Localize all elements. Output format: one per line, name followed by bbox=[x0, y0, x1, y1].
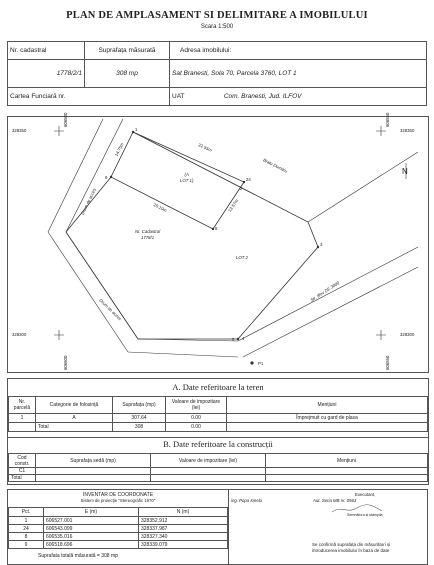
coord-bl-left: 328300 bbox=[12, 332, 27, 337]
point-4: 4 bbox=[242, 336, 245, 341]
a-r1: A bbox=[36, 414, 113, 423]
point-24: 24 bbox=[246, 177, 251, 182]
b-row-total: Total bbox=[9, 475, 36, 482]
uat-value: Com. Branesti, Jud. ILFOV bbox=[223, 93, 302, 100]
lot2-outline bbox=[66, 132, 318, 339]
confirm-line-1: Se confirmă suprafața din măsurători și bbox=[312, 542, 391, 547]
road-right-label: Str. Ilfov DE 3000 bbox=[309, 280, 341, 303]
map-lines bbox=[48, 119, 418, 357]
length-13: 13.57m bbox=[227, 198, 240, 213]
coord-br-bottom: 606550 bbox=[385, 355, 390, 370]
a-h4: Mențiuni bbox=[227, 397, 428, 414]
carte-funciara-label: Cartea Funciară nr. bbox=[8, 88, 170, 106]
a-h2: Suprafața (mp) bbox=[113, 397, 166, 414]
inv-r1-pt: 24 bbox=[9, 525, 44, 533]
executant-box bbox=[227, 489, 428, 565]
site-plan-map bbox=[7, 112, 429, 373]
point-1: 1 bbox=[135, 127, 138, 132]
point-9: 9 bbox=[105, 175, 108, 180]
point-2: 2 bbox=[240, 186, 243, 191]
road-right-c bbox=[243, 267, 418, 357]
inv-h1: E (m) bbox=[44, 508, 139, 517]
b-h2: Valoare de impozitare (lei) bbox=[151, 454, 266, 468]
road-bottom-edge-a bbox=[48, 232, 128, 352]
road-bottom-edge-d bbox=[128, 352, 238, 357]
inventory-total: Suprafata totală măsurată = 308 mp bbox=[38, 553, 118, 559]
section-a-table bbox=[8, 396, 428, 432]
point-3: 3 bbox=[320, 242, 323, 247]
b-h3: Mențiuni bbox=[266, 454, 428, 468]
point-p1: P1 bbox=[258, 361, 264, 366]
a-total-label: Total bbox=[36, 423, 113, 432]
map-drawing bbox=[8, 117, 428, 372]
a-h3: Valoare de impozitare (lei) bbox=[166, 397, 227, 414]
inv-h0: Pct. bbox=[9, 508, 44, 517]
north-label: N bbox=[402, 167, 408, 176]
uat-cell bbox=[170, 88, 427, 106]
cadastral-neighbor-b: 1778/1 bbox=[141, 235, 155, 240]
crosshair-tl bbox=[54, 126, 64, 136]
inv-r0-e: 606527.001 bbox=[44, 517, 139, 525]
inv-r2-n: 328327.340 bbox=[139, 533, 228, 541]
a-h1: Categorie de folosință bbox=[36, 397, 113, 414]
coord-tl-top: 606500 bbox=[63, 112, 68, 127]
point-5: 5 bbox=[232, 337, 235, 342]
coord-bl-bottom: 606500 bbox=[63, 355, 68, 370]
crosshair-bl bbox=[54, 330, 64, 340]
road-right-b bbox=[238, 247, 418, 341]
plan-scale: Scara 1:500 bbox=[200, 24, 234, 30]
inventory-table bbox=[8, 507, 228, 549]
lot1-label-b: LOT 1) bbox=[180, 178, 194, 183]
coord-tr-right: 328350 bbox=[400, 128, 415, 133]
section-a-title: A. Date referitoare la teren bbox=[172, 382, 264, 392]
a-total-area: 308 bbox=[113, 423, 166, 432]
inv-r2-pt: 8 bbox=[9, 533, 44, 541]
road-right-a bbox=[308, 152, 418, 222]
inv-r1-n: 328337.987 bbox=[139, 525, 228, 533]
nr-cadastral-label: Nr. cadastral bbox=[8, 42, 85, 60]
a-h0: Nr. parcelă bbox=[9, 397, 36, 414]
inv-r2-e: 606535.016 bbox=[44, 533, 139, 541]
coord-br-right: 328300 bbox=[400, 332, 415, 337]
adresa-value: Sat Branesti, Sola 70, Parcela 3760, LOT 1 bbox=[170, 60, 427, 88]
signature-caption: Semnătura și ștampila bbox=[347, 513, 383, 517]
length-20: 20.10m bbox=[152, 202, 168, 213]
lot1-label-a: (A bbox=[184, 172, 189, 177]
a-r0: 1 bbox=[9, 414, 36, 423]
coord-tl-left: 328350 bbox=[12, 128, 27, 133]
b-row-c1: C1 bbox=[9, 468, 36, 475]
lot1-label bbox=[180, 172, 193, 184]
length-22: 22.55m bbox=[197, 142, 213, 153]
crosshair-tr bbox=[376, 126, 386, 136]
section-b-title: B. Date referitoare la construcții bbox=[163, 439, 273, 449]
inv-r3-e: 606518.696 bbox=[44, 541, 139, 549]
b-h1: Suprafața sedă (mp) bbox=[36, 454, 151, 468]
a-r2: 307.64 bbox=[113, 414, 166, 423]
road-left-label: Drum de acces bbox=[79, 187, 98, 216]
inventory-title: INVENTAR DE COORDONATE bbox=[82, 492, 154, 498]
executant-label: Executant, bbox=[355, 492, 376, 497]
map-points bbox=[110, 131, 319, 365]
executant-name: ing. Popa Ionela bbox=[231, 498, 263, 503]
crosshair-br bbox=[376, 330, 386, 340]
a-total-value: 0.00 bbox=[166, 423, 227, 432]
lot2-label: LOT 2 bbox=[236, 255, 248, 260]
cadastral-neighbor-a: Nr. Cadastral bbox=[135, 229, 161, 234]
length-14: 14.75m bbox=[113, 141, 125, 158]
lot1-outline bbox=[111, 132, 244, 229]
inv-r3-n: 328339.079 bbox=[139, 541, 228, 549]
b-h0: Cod constr. bbox=[9, 454, 36, 468]
inv-r0-pt: 1 bbox=[9, 517, 44, 525]
point-8: 8 bbox=[215, 226, 218, 231]
executant-authorization: Aut. Seria MB nr. 0563 bbox=[313, 498, 357, 503]
section-a bbox=[7, 378, 429, 438]
inv-r3-pt: 9 bbox=[9, 541, 44, 549]
suprafata-value: 308 mp bbox=[85, 60, 170, 88]
section-b-table bbox=[8, 453, 428, 482]
road-bottom-label: Drum de acces bbox=[98, 297, 123, 322]
suprafata-label: Suprafața măsurată bbox=[85, 42, 170, 60]
inventory-system: Sistem de proiecție "Stereografic 1970" bbox=[80, 498, 156, 503]
neighbor-label: Bratu Dumitru bbox=[262, 157, 289, 174]
confirm-line-2: introducerea imobilului în baza de date bbox=[312, 548, 390, 553]
plan-title: PLAN DE AMPLASAMENT SI DELIMITARE A IMOBILULUI bbox=[66, 10, 368, 21]
inv-r1-e: 606543.099 bbox=[44, 525, 139, 533]
inventory-box bbox=[7, 489, 229, 565]
adresa-label: Adresa imobilului: bbox=[170, 42, 427, 60]
coord-tr-top: 606550 bbox=[385, 112, 390, 127]
inv-h2: N (m) bbox=[139, 508, 228, 517]
uat-label: UAT bbox=[172, 93, 185, 100]
section-b bbox=[7, 436, 429, 485]
cadastral-neighbor-label bbox=[135, 229, 160, 241]
a-r4: Împrejmuit cu gard de plasa bbox=[227, 414, 428, 423]
nr-cadastral-value: 1778/2/1 bbox=[8, 60, 85, 88]
info-table bbox=[7, 41, 427, 106]
a-r3: 0.00 bbox=[166, 414, 227, 423]
inv-r0-n: 328352.912 bbox=[139, 517, 228, 525]
